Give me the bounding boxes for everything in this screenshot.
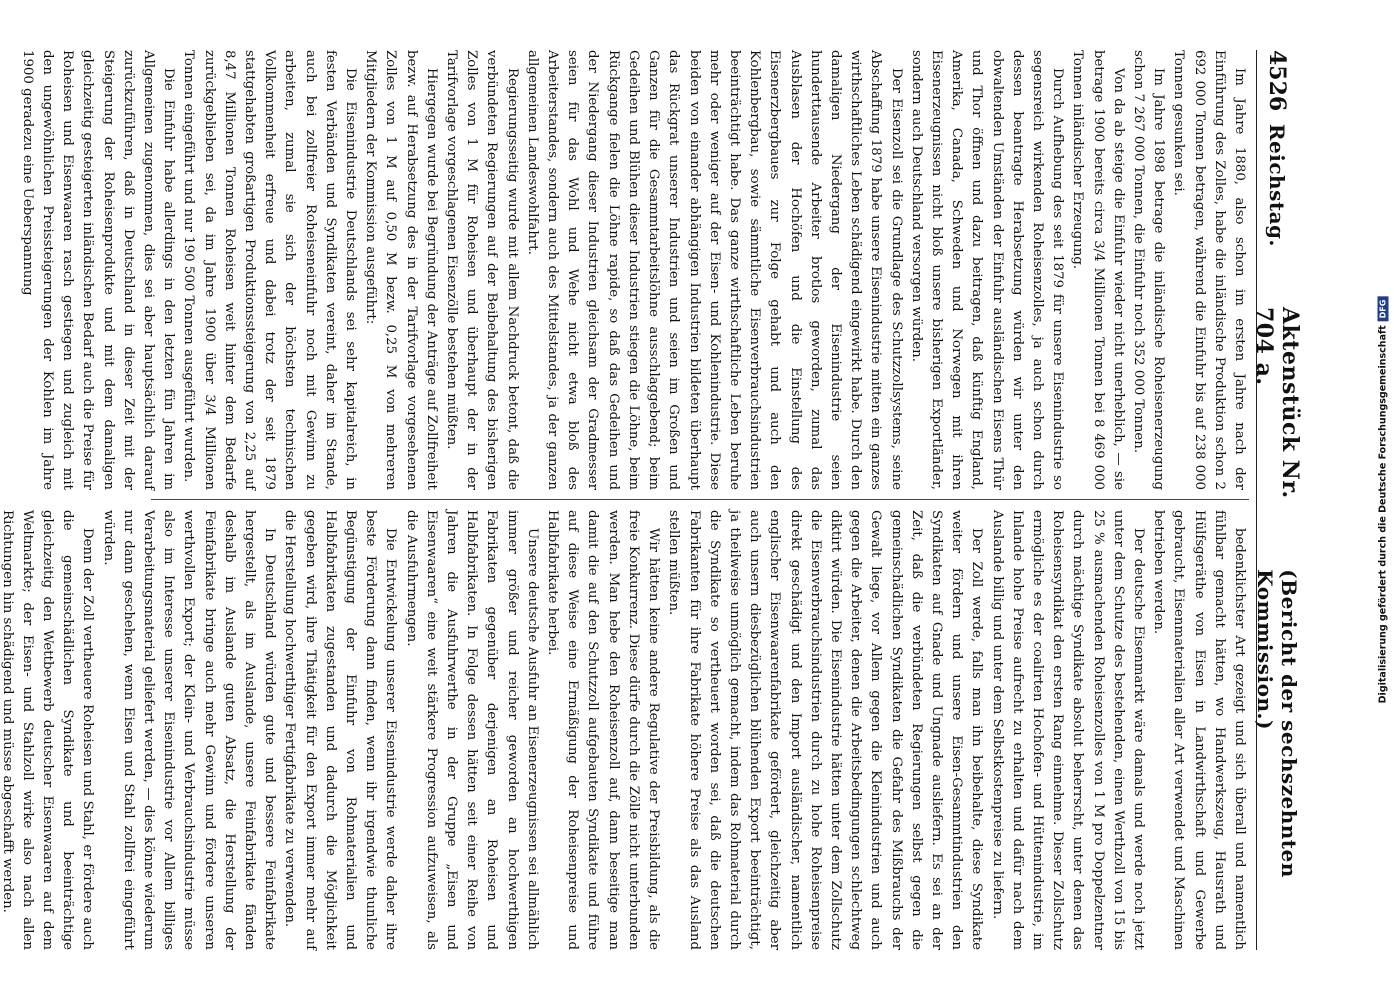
paragraph: Denn der Zoll vertheuere Roheisen und Stahl, er fördere auch die gemeinschädlichen Syndikate und beeinträchtige gleichzeitig den Wettbewerb deutscher Eisenwaaren auf dem Weltmarkte; der Eisen- und Stahlzoll wirke also nach allen Richtungen hin schädigend und müsse abgeschafft werden.	[0, 510, 96, 950]
paragraph: Wir hätten keine andere Regulative der Preisbildung, als die freie Konkurrenz. Diese dürfe durch die Zölle nicht unterbunden werden. Man hebe den Roheisenzoll auf, dann beseitige man damit die auf den Schutzzoll aufgebauten Syndikate und führe auf diese Weise eine Ermäßigung der Roheisenpreise und Halbfabrikate herbei.	[545, 510, 662, 950]
paragraph: Hiergegen wurde bei Begründung der Anträge auf Zollfreiheit bezw. auf Herabsetzung des in der Tarifvorlage vorgesehenen Zolles von 1 M auf 0,50 M bezw. 0,25 M von mehreren Mitgliedern der Kommission ausgeführt:	[363, 50, 439, 490]
paragraph: Der Eisenzoll sei die Grundlage des Schutzzollsystems, seine Abschaffung 1879 habe unsere Eisenindustrie mitten ein ganzes wirthschaftliches Leben schädigend eingewirkt habe. Durch den damaligen Niedergang der Eisenindustrie seien hunderttausende Arbeiter brotlos geworden, zumal das Ausblasen der Hochöfen und die Einstellung des Eisenerzbergbaues zur Folge gehabt und auch den Kohlenbergbau, sowie sämmtliche Eisenverbrauchsindustrien beeinträchtigt habe. Das ganze wirthschaftliche Leben beruhe mehr oder weniger auf der Eisen- und Kohlenindustrie. Diese beiden von einander abhängigen Industrien bildeten überhaupt das Rückgrat unserer Industrien und seien im Großen und Ganzen für die Gesammtarbeitslöhne ausschlaggebend; beim Gedeihen und Blühen dieser Industrien stiegen die Löhne, beim Rückgange fielen die Löhne rapide, so daß das Gedeihen und der Niedergang dieser Industrien gleichsam der Gradmesser seien für das Wohl und Wehe nicht etwa bloß des Arbeiterstandes, sondern auch des Mittelstandes, ja der ganzen allgemeinen Landeswohlfahrt.	[524, 50, 904, 490]
column-divider	[151, 499, 1249, 500]
running-title-right: (Bericht der sechszehnten Kommission.)	[1253, 569, 1301, 878]
paragraph: Die Einfuhr habe allerdings in den letzten fün Jahren im Allgemeinen zugenommen, dies sei aber hauptsächlich darauf zurückzuführen, daß in Deutschland in dieser Zeit mit der Steigerung der Roheisenprodukte und mit dem damaligen gleichzeitig gesteigerten inländischen Bedarf auch die Preise für Roheisen und Eisenwaaren rasch gestiegen und zugleich mit den ungewöhnlichen Preissteigerungen der Kohlen im Jahre 1900 geradezu eine Ueberspannung	[19, 50, 177, 490]
paragraph: Durch Aufhebung des seit 1879 für unsere Eisenindustrie so segensreich wirkenden Roheisenzolles, ja auch schon durch dessen beantragte Herabsetzung würden wir unter den obwaltenden Umständen der Einfuhr ausländischen Eisens Thür und Thor öffnen und dazu beitragen, daß künftig England, Amerika, Canada, Schweden und Norwegen mit ihren Eisenerzeugnissen nicht bloß unsere bisherigen Exportländer, sondern auch Deutschland versorgen würden.	[908, 50, 1066, 490]
page-number: 4526	[1264, 50, 1290, 112]
digitization-credit	[1373, 299, 1393, 704]
paragraph: Im Jahre 1880, also schon im ersten Jahre nach der Einführung des Zolles, habe die inländische Produktion schon 2 692 000 Tonnen betragen, während die Einfuhr bis auf 238 000 Tonnen gesunken sei.	[1171, 50, 1247, 490]
paragraph: Von da ab steige die Einfuhr wieder nicht unerheblich, — sie betrage 1900 bereits circa 3/4 Millionen Tonnen bei 8 469 000 Tonnen inländischer Erzeugung.	[1070, 50, 1126, 490]
paragraph: Unsere deutsche Ausfuhr an Eisenerzeugnissen sei allmählich immer größer und reicher geworden an hochwerthigen Fabrikaten gegenüber derjenigen an Roheisen und Halbfabrikaten. In Folge dessen hätten seit einer Reihe von Jahren die Ausfuhrwerthe in der Gruppe „Eisen und Eisenwaaren“ eine weit stärkere Progression aufzuweisen, als die Ausfuhrmengen.	[403, 510, 540, 950]
paragraph: In Deutschland würden gute und bessere Feinfabrikate hergestellt, als im Auslande, unsere Feinfabrikate fänden deshalb im Auslande guten Absatz, die Herstellung der Feinfabrikate bringe auch mehr Gewinn und fördere unseren werthvollen Export; der Klein- und Verbrauchsindustrie müsse also im Interesse unserer Eisenindustrie vor Allem billiges Verarbeitungsmaterial geliefert werden, — dies könne wiederum nur dann geschehen, wenn Eisen und Stahl zollfrei eingeführt würden.	[100, 510, 278, 950]
paragraph: Die Entwickelung unserer Eisenindustrie werde daher ihre beste Förderung dann finden, wenn ihr irgendwie thunliche Begünstigung der Einfuhr von Rohmaterialien und Halbfabrikaten zugestanden und dadurch die Möglichkeit gegeben wird, ihre Thätigkeit für den Export immer mehr auf die Herstellung hochwerthiger Fertigfabrikate zu verwenden.	[282, 510, 399, 950]
paragraph: Der Zoll werde, falls man ihn beibehalte, diese Syndikate weiter fördern und unsere Eisen-Gesammtindustrien den Syndikaten auf Gnade und Ungnade ausliefern. Es sei an der Zeit, daß die verbündeten Regierungen selbst gegen die gemeinschädlichen Syndikaten die Gefahr des Mißbrauchs der Gewalt liege, vor Allem gegen die Kleinindustrien und auch gegen die Arbeiter, denen die Arbeitsbedingungen schlechtweg diktirt würden. Die Eisenindustrie hätten unter dem Zollschutz die Eisenverbrauchsindustrien durch zu hohe Roheisenpreise direkt geschädigt und den Import ausländischer, namentlich englischer Eisenwaarenfabrikate gefördert, gleichzeitig aber auch unsern diesbezüglichen blühenden Export beeinträchtigt, ja theilweise unmöglich gemacht, indem das Rohmaterial durch die Syndikate so vertheuert worden sei, daß die deutschen Fabrikanten für ihre Fabrikate höhere Preise als das Ausland stellen müßten.	[666, 510, 985, 950]
scanned-page-area	[0, 20, 1380, 980]
dfg-logo: DFG	[1378, 297, 1389, 322]
right-text-column	[0, 510, 1249, 950]
paragraph: Die Eisenindustrie Deutschlands sei sehr kapitalreich, in festen Verbänden und Syndikaten vereint, daher im Stande, auch bei zollfreier Roheiseneinfuhr noch mit Gewinn zu arbeiten, zumal sie sich der höchsten technischen Vollkommenheit erfreue und dabei trotz der seit 1879 stattgehabten großartigen Produktionssteigerung von 2,25 auf 8,47 Millionen Tonnen Roheisen weit hinter dem Bedarfe zurückgeblieben sei, da im Jahre 1900 über 3/4 Millionen Tonnen eingeführt und nur 190 500 Tonnen ausgeführt wurden.	[181, 50, 359, 490]
paragraph: Regierungsseitig wurde mit allem Nachdruck betont, daß die verbündeten Regierungen auf der Beibehaltung des bisherigen Zolles von 1 M für Roheisen und überhaupt der in der Tarifvorlage vorgeschlagenen Eisenzölle bestehen müßten.	[444, 50, 520, 490]
page-header	[1251, 50, 1303, 950]
paragraph: Im Jahre 1898 betrage die inländische Roheisenerzeugung schon 7 267 000 Tonnen, die Einfuhr noch 352 000 Tonnen.	[1130, 50, 1167, 490]
credit-text: Digitalisierung gefördert durch die Deutsche Forschungsgemeinschaft	[1377, 325, 1389, 704]
paragraph: Der deutsche Eisenmarkt wäre damals und werde noch jetzt unter dem Schutze des bestehenden, einen Werthzoll von 15 bis 25 % ausmachenden Roheisenzolles von 1 M pro Doppelzentner durch mächtige Syndikate absolut beherrscht, unter denen das Roheisensyndikat den ersten Rang einnehme. Dieser Zollschutz ermögliche es der coalirten Hochofen- und Hüttenindustrie, im Inlande hohe Preise aufrecht zu erhalten und dafür nach dem Auslande billig und unter dem Selbstkostenpreise zu liefern.	[989, 510, 1146, 950]
document-page	[0, 40, 1305, 960]
running-title-left: Reichstag.	[1265, 123, 1289, 247]
paragraph: bedenklichster Art gezeigt und sich überall und namentlich fühlbar gemacht hätten, wo Handwerkszeug, Hausrath und Hülfsgeräthe von Eisen in Landwirthschaft und Gewerbe gebraucht, Eisenmaterialien aller Art verwendet und Maschinen betrieben werden.	[1151, 510, 1247, 950]
left-text-column	[19, 50, 1249, 490]
running-title-center: Aktenstück Nr. 704 a.	[1251, 306, 1303, 499]
